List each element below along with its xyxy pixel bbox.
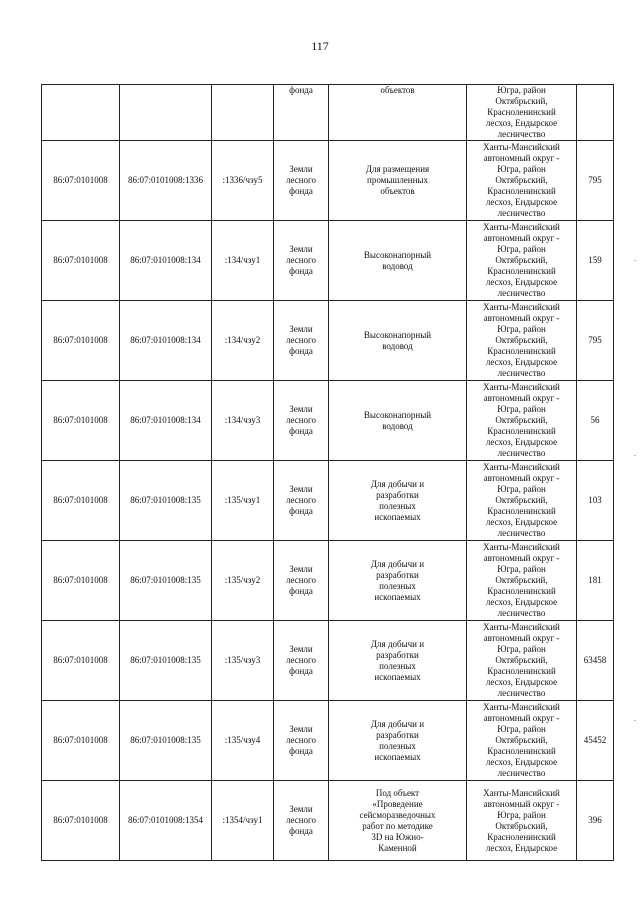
permitted-use-cell: Для размещения промышленных объектов <box>329 141 467 221</box>
land-category-cell: Земли лесного фонда <box>274 541 329 621</box>
cadastral-number-cell: 86:07:0101008:134 <box>120 221 212 301</box>
permitted-use-cell: Высоконапорный водовод <box>329 221 467 301</box>
area-cell: 795 <box>577 301 614 381</box>
table-body <box>42 85 614 861</box>
part-number-cell: :134/чзу1 <box>212 221 274 301</box>
part-number-cell: :1336/чзу5 <box>212 141 274 221</box>
cadastral-quarter-cell: 86:07:0101008 <box>42 621 120 701</box>
page-number: 117 <box>311 39 329 53</box>
land-category-cell: Земли лесного фонда <box>274 381 329 461</box>
location-cell: Ханты-Мансийский автономный округ - Югра, район Октябрьский, Красноленинский лесхоз, Ендырское лесничество <box>467 381 577 461</box>
cadastral-number-cell: 86:07:0101008:135 <box>120 621 212 701</box>
scan-artifact <box>634 455 636 456</box>
part-number-cell: :135/чзу1 <box>212 461 274 541</box>
cadastral-number-cell <box>120 85 212 141</box>
land-category-cell: Земли лесного фонда <box>274 301 329 381</box>
table-row <box>42 701 614 781</box>
part-number-cell: :1354/чзу1 <box>212 781 274 861</box>
land-category-cell: Земли лесного фонда <box>274 781 329 861</box>
land-plots-table <box>41 84 614 861</box>
part-number-cell: :135/чзу4 <box>212 701 274 781</box>
location-cell: Ханты-Мансийский автономный округ - Югра, район Октябрьский, Красноленинский лесхоз, Ендырское лесничество <box>467 461 577 541</box>
cadastral-quarter-cell: 86:07:0101008 <box>42 381 120 461</box>
cadastral-number-cell: 86:07:0101008:1336 <box>120 141 212 221</box>
area-cell: 396 <box>577 781 614 861</box>
land-category-cell: Земли лесного фонда <box>274 221 329 301</box>
scan-artifact <box>634 260 636 261</box>
location-cell: Ханты-Мансийский автономный округ - Югра, район Октябрьский, Красноленинский лесхоз, Ендырское лесничество <box>467 541 577 621</box>
land-category-cell: Земли лесного фонда <box>274 621 329 701</box>
area-cell: 56 <box>577 381 614 461</box>
location-cell: Ханты-Мансийский автономный округ - Югра, район Октябрьский, Красноленинский лесхоз, Ендырское лесничество <box>467 141 577 221</box>
area-cell: 103 <box>577 461 614 541</box>
permitted-use-cell: Для добычи и разработки полезных ископаемых <box>329 461 467 541</box>
land-category-cell: Земли лесного фонда <box>274 461 329 541</box>
location-cell: Ханты-Мансийский автономный округ - Югра, район Октябрьский, Красноленинский лесхоз, Ендырское лесничество <box>467 301 577 381</box>
location-cell: Ханты-Мансийский автономный округ - Югра, район Октябрьский, Красноленинский лесхоз, Ендырское <box>467 781 577 861</box>
cadastral-number-cell: 86:07:0101008:135 <box>120 541 212 621</box>
permitted-use-cell: объектов <box>329 85 467 141</box>
cadastral-quarter-cell: 86:07:0101008 <box>42 461 120 541</box>
cadastral-quarter-cell <box>42 85 120 141</box>
location-cell: Югра, район Октябрьский, Красноленинский лесхоз, Ендырское лесничество <box>467 85 577 141</box>
part-number-cell: :135/чзу3 <box>212 621 274 701</box>
part-number-cell <box>212 85 274 141</box>
location-cell: Ханты-Мансийский автономный округ - Югра, район Октябрьский, Красноленинский лесхоз, Ендырское лесничество <box>467 621 577 701</box>
land-category-cell: Земли лесного фонда <box>274 141 329 221</box>
cadastral-quarter-cell: 86:07:0101008 <box>42 701 120 781</box>
permitted-use-cell: Для добычи и разработки полезных ископаемых <box>329 701 467 781</box>
cadastral-number-cell: 86:07:0101008:134 <box>120 301 212 381</box>
cadastral-quarter-cell: 86:07:0101008 <box>42 221 120 301</box>
cadastral-number-cell: 86:07:0101008:134 <box>120 381 212 461</box>
scan-artifact <box>634 720 636 721</box>
land-category-cell: фонда <box>274 85 329 141</box>
cadastral-number-cell: 86:07:0101008:135 <box>120 701 212 781</box>
cadastral-quarter-cell: 86:07:0101008 <box>42 141 120 221</box>
area-cell: 795 <box>577 141 614 221</box>
permitted-use-cell: Под объект «Проведение сейсморазведочных работ по методике 3D на Южно- Каменной <box>329 781 467 861</box>
area-cell: 63458 <box>577 621 614 701</box>
table-row <box>42 781 614 861</box>
permitted-use-cell: Для добычи и разработки полезных ископаемых <box>329 621 467 701</box>
cadastral-quarter-cell: 86:07:0101008 <box>42 781 120 861</box>
permitted-use-cell: Высоконапорный водовод <box>329 301 467 381</box>
table-row <box>42 141 614 221</box>
permitted-use-cell: Высоконапорный водовод <box>329 381 467 461</box>
area-cell: 45452 <box>577 701 614 781</box>
table-row <box>42 221 614 301</box>
cadastral-number-cell: 86:07:0101008:1354 <box>120 781 212 861</box>
part-number-cell: :135/чзу2 <box>212 541 274 621</box>
land-category-cell: Земли лесного фонда <box>274 701 329 781</box>
cadastral-number-cell: 86:07:0101008:135 <box>120 461 212 541</box>
area-cell: 181 <box>577 541 614 621</box>
table-row <box>42 381 614 461</box>
table-row <box>42 461 614 541</box>
area-cell: 159 <box>577 221 614 301</box>
location-cell: Ханты-Мансийский автономный округ - Югра, район Октябрьский, Красноленинский лесхоз, Ендырское лесничество <box>467 701 577 781</box>
table-row-continued <box>42 85 614 141</box>
cadastral-quarter-cell: 86:07:0101008 <box>42 541 120 621</box>
area-cell <box>577 85 614 141</box>
table-row <box>42 541 614 621</box>
table-row <box>42 301 614 381</box>
table-row <box>42 621 614 701</box>
cadastral-quarter-cell: 86:07:0101008 <box>42 301 120 381</box>
permitted-use-cell: Для добычи и разработки полезных ископаемых <box>329 541 467 621</box>
part-number-cell: :134/чзу2 <box>212 301 274 381</box>
location-cell: Ханты-Мансийский автономный округ - Югра, район Октябрьский, Красноленинский лесхоз, Ендырское лесничество <box>467 221 577 301</box>
part-number-cell: :134/чзу3 <box>212 381 274 461</box>
